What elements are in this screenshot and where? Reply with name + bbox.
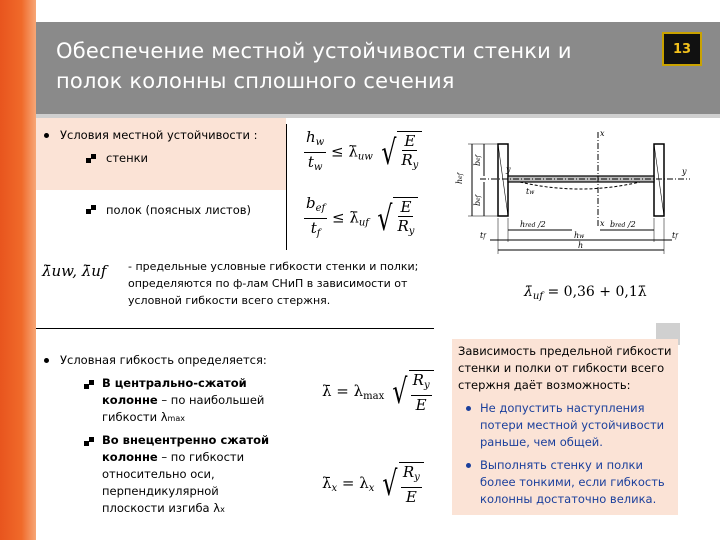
- dependence-box: [452, 339, 678, 515]
- eccentric-compression-text: Во внецентренно сжатой колонне – по гибкости относительно оси, перпендикулярной плоскости изгиба λx: [102, 433, 270, 515]
- limit-slenderness-symbols: λ̄uw, λ̄uf: [42, 262, 107, 280]
- i-section-drawing: [450, 122, 706, 262]
- square-bullet-icon: [84, 380, 94, 390]
- axis-y-label-left: y: [506, 165, 511, 174]
- central-compression-text: В центрально-сжатой колонне – по наибольшей гибкости λmax: [102, 376, 265, 424]
- dependence-point-1: Не допустить наступления потери местной устойчивости раньше, чем общей.: [458, 400, 672, 451]
- web-stability-formula: $\frac{h_w}{t_w}$ ≤ $\lambdā_{uw}$ √ $\frac{E}{R_y}$: [304, 128, 422, 177]
- bullet-dot: [44, 133, 49, 138]
- square-bullet-icon: [86, 205, 96, 215]
- svg-text:bef: bef: [473, 195, 482, 206]
- svg-text:tf: tf: [480, 231, 486, 240]
- svg-text:bred /2: bred /2: [610, 220, 636, 229]
- section-separator: [36, 328, 434, 329]
- svg-text:bef: bef: [473, 155, 482, 166]
- flange-stability-formula: $\frac{b_{ef}}{t_f}$ ≤ $\lambdā_{uf}$ √ $\frac{E}{R_y}$: [304, 194, 418, 243]
- conditions-heading: Условия местной устойчивости :: [60, 128, 258, 142]
- svg-text:hw: hw: [574, 231, 585, 240]
- svg-text:h: h: [578, 241, 584, 250]
- square-bullet-icon: [84, 437, 94, 447]
- web-label: стенки: [106, 151, 149, 165]
- svg-text:tf: tf: [672, 231, 678, 240]
- slide-title: Обеспечение местной устойчивости стенки и полок колонны сплошного сечения: [56, 39, 572, 93]
- dependence-intro: Зависимость предельной гибкости стенки и полки от гибкости всего стержня даёт возможность:: [458, 344, 672, 392]
- svg-text:hred /2: hred /2: [520, 220, 546, 229]
- slide-number-badge: 13: [662, 32, 702, 66]
- square-bullet-icon: [86, 154, 96, 164]
- left-accent-bar: [0, 0, 36, 540]
- svg-text:tw: tw: [526, 187, 535, 196]
- bullet-dot: [44, 358, 49, 363]
- bullet-dot: [466, 406, 471, 411]
- slenderness-heading: Условная гибкость определяется:: [60, 353, 267, 367]
- lambda-max-formula: λ̄ = $\lambda_{max}$ √ $\frac{R_y}{E}$: [322, 370, 434, 414]
- axis-x-label-bottom: x: [600, 219, 605, 228]
- uf-formula: $\lambdā_{uf} = 0,36$ + 0,1λ̄: [524, 284, 647, 302]
- bullet-dot: [466, 463, 471, 468]
- axis-x-label-top: x: [600, 129, 605, 138]
- svg-text:hef: hef: [455, 173, 464, 184]
- dependence-point-2: Выполнять стенку и полки более тонкими, если гибкость колонны достаточно велика.: [458, 457, 672, 508]
- formula-divider: [286, 124, 287, 250]
- flange-label: полок (поясных листов): [106, 203, 252, 217]
- lambda-x-formula: $\lambdā_x = \lambda_x$ √ $\frac{R_y}{E}$: [322, 462, 424, 506]
- axis-y-label-right: y: [682, 167, 687, 176]
- limit-slenderness-note: - предельные условные гибкости стенки и полки; определяются по ф-лам СНиП в зависимости от условной гибкости всего стержня.: [128, 260, 419, 307]
